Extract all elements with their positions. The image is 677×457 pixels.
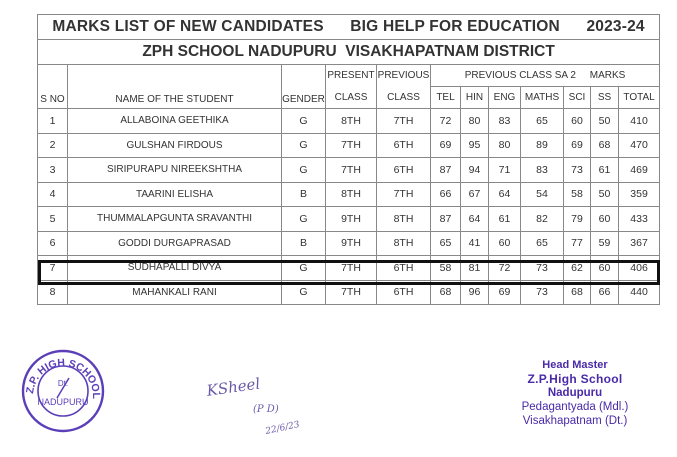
subject-marks-cell: 73 xyxy=(521,256,564,281)
gender-cell: G xyxy=(282,133,326,158)
student-name-cell: GULSHAN FIRDOUS xyxy=(68,133,282,158)
stamp-line: Head Master xyxy=(542,359,608,371)
subject-marks-cell: 69 xyxy=(489,280,521,305)
subject-marks-cell: 67 xyxy=(461,182,489,207)
header-subject: ENG xyxy=(489,87,521,109)
subject-marks-cell: 60 xyxy=(564,109,591,134)
subject-marks-cell: 65 xyxy=(521,109,564,134)
signature-scribble: KSheel xyxy=(205,374,262,400)
header-gender: GENDER xyxy=(282,65,326,109)
header-previous-top: PREVIOUS xyxy=(377,65,431,87)
table-row xyxy=(38,109,660,134)
subject-marks-cell: 59 xyxy=(591,231,619,256)
subject-marks-cell: 79 xyxy=(564,207,591,232)
subject-marks-cell: 64 xyxy=(461,207,489,232)
subject-marks-cell: 73 xyxy=(564,158,591,183)
total-marks-cell: 440 xyxy=(619,280,660,305)
subject-marks-cell: 81 xyxy=(461,256,489,281)
subject-marks-cell: 64 xyxy=(489,182,521,207)
subject-marks-cell: 72 xyxy=(431,109,461,134)
subject-marks-cell: 68 xyxy=(431,280,461,305)
previous-class-cell: 6TH xyxy=(377,133,431,158)
table-row xyxy=(38,256,660,281)
school-name: ZPH SCHOOL NADUPURU VISAKHAPATNAM DISTRICT xyxy=(38,40,660,65)
stamp-line: Nadupuru xyxy=(547,387,603,399)
header-subject: MATHS xyxy=(521,87,564,109)
subject-marks-cell: 58 xyxy=(431,256,461,281)
subject-marks-cell: 54 xyxy=(521,182,564,207)
present-class-cell: 7TH xyxy=(326,256,377,281)
page-title xyxy=(38,15,660,40)
header-subject: TEL xyxy=(431,87,461,109)
student-name-cell: THUMMALAPGUNTA SRAVANTHI xyxy=(68,207,282,232)
title-left: MARKS LIST OF NEW CANDIDATES xyxy=(52,18,324,35)
svg-text:Dt.: Dt. xyxy=(57,379,69,388)
header-sno: S NO xyxy=(38,65,68,109)
subject-marks-cell: 73 xyxy=(521,280,564,305)
subject-marks-cell: 65 xyxy=(521,231,564,256)
stamp-line: Visakhapatnam (Dt.) xyxy=(522,415,628,427)
previous-class-cell: 7TH xyxy=(377,109,431,134)
subject-marks-cell: 72 xyxy=(489,256,521,281)
title-year: 2023-24 xyxy=(586,18,645,35)
header-previous-bottom: CLASS xyxy=(377,87,431,109)
subject-marks-cell: 62 xyxy=(564,256,591,281)
total-marks-cell: 406 xyxy=(619,256,660,281)
subject-marks-cell: 83 xyxy=(521,158,564,183)
previous-class-cell: 8TH xyxy=(377,207,431,232)
present-class-cell: 9TH xyxy=(326,207,377,232)
subject-marks-cell: 58 xyxy=(564,182,591,207)
total-marks-cell: 433 xyxy=(619,207,660,232)
student-name-cell: ALLABOINA GEETHIKA xyxy=(68,109,282,134)
table-row xyxy=(38,207,660,232)
present-class-cell: 8TH xyxy=(326,109,377,134)
marks-table xyxy=(37,14,660,305)
subject-marks-cell: 61 xyxy=(591,158,619,183)
total-marks-cell: 367 xyxy=(619,231,660,256)
gender-cell: B xyxy=(282,231,326,256)
marks-sheet xyxy=(37,14,659,305)
subject-marks-cell: 68 xyxy=(564,280,591,305)
subject-marks-cell: 66 xyxy=(591,280,619,305)
table-row xyxy=(38,231,660,256)
subject-marks-cell: 94 xyxy=(461,158,489,183)
signature-role: (P D) xyxy=(253,404,279,415)
subject-marks-cell: 60 xyxy=(489,231,521,256)
gender-cell: G xyxy=(282,109,326,134)
header-subject: SS xyxy=(591,87,619,109)
header-marks-group: PREVIOUS CLASS SA 2 MARKS xyxy=(431,65,660,87)
title-middle: BIG HELP FOR EDUCATION xyxy=(350,18,560,35)
sno-cell: 4 xyxy=(38,182,68,207)
previous-class-cell: 6TH xyxy=(377,280,431,305)
present-class-cell: 7TH xyxy=(326,158,377,183)
subject-marks-cell: 87 xyxy=(431,158,461,183)
header-row-top xyxy=(38,65,660,87)
subject-marks-cell: 80 xyxy=(489,133,521,158)
header-subject: SCI xyxy=(564,87,591,109)
header-subject: TOTAL xyxy=(619,87,660,109)
sno-cell: 2 xyxy=(38,133,68,158)
subject-marks-cell: 50 xyxy=(591,109,619,134)
subject-marks-cell: 60 xyxy=(591,256,619,281)
header-present-top: PRESENT xyxy=(326,65,377,87)
subject-marks-cell: 50 xyxy=(591,182,619,207)
previous-class-cell: 6TH xyxy=(377,158,431,183)
header-subject: HIN xyxy=(461,87,489,109)
gender-cell: G xyxy=(282,158,326,183)
subject-marks-cell: 95 xyxy=(461,133,489,158)
total-marks-cell: 469 xyxy=(619,158,660,183)
table-row xyxy=(38,133,660,158)
previous-class-cell: 8TH xyxy=(377,231,431,256)
headmaster-stamp xyxy=(500,358,650,428)
sno-cell: 6 xyxy=(38,231,68,256)
title-row xyxy=(38,15,660,40)
present-class-cell: 8TH xyxy=(326,182,377,207)
subject-marks-cell: 68 xyxy=(591,133,619,158)
svg-text:NADUPURU: NADUPURU xyxy=(37,397,89,407)
sno-cell: 1 xyxy=(38,109,68,134)
gender-cell: B xyxy=(282,182,326,207)
subject-marks-cell: 71 xyxy=(489,158,521,183)
sno-cell: 8 xyxy=(38,280,68,305)
student-name-cell: TAARINI ELISHA xyxy=(68,182,282,207)
student-name-cell: MAHANKALI RANI xyxy=(68,280,282,305)
school-seal-stamp xyxy=(20,348,106,434)
total-marks-cell: 410 xyxy=(619,109,660,134)
previous-class-cell: 6TH xyxy=(377,256,431,281)
subject-marks-cell: 96 xyxy=(461,280,489,305)
stamp-line: Pedagantyada (Mdl.) xyxy=(521,401,629,413)
table-row xyxy=(38,280,660,305)
previous-class-cell: 7TH xyxy=(377,182,431,207)
subject-marks-cell: 66 xyxy=(431,182,461,207)
subject-marks-cell: 69 xyxy=(431,133,461,158)
gender-cell: G xyxy=(282,256,326,281)
present-class-cell: 9TH xyxy=(326,231,377,256)
stamp-line: Z.P.High School xyxy=(527,372,623,386)
table-row xyxy=(38,182,660,207)
sno-cell: 7 xyxy=(38,256,68,281)
subject-marks-cell: 65 xyxy=(431,231,461,256)
student-name-cell: SUDHAPALLI DIVYA xyxy=(68,256,282,281)
subject-marks-cell: 61 xyxy=(489,207,521,232)
subject-marks-cell: 60 xyxy=(591,207,619,232)
subject-marks-cell: 83 xyxy=(489,109,521,134)
subject-marks-cell: 82 xyxy=(521,207,564,232)
present-class-cell: 7TH xyxy=(326,133,377,158)
total-marks-cell: 470 xyxy=(619,133,660,158)
subject-marks-cell: 77 xyxy=(564,231,591,256)
table-row xyxy=(38,158,660,183)
school-row xyxy=(38,40,660,65)
subject-marks-cell: 69 xyxy=(564,133,591,158)
total-marks-cell: 359 xyxy=(619,182,660,207)
student-name-cell: GODDI DURGAPRASAD xyxy=(68,231,282,256)
signature xyxy=(205,370,315,440)
gender-cell: G xyxy=(282,207,326,232)
sno-cell: 5 xyxy=(38,207,68,232)
subject-marks-cell: 41 xyxy=(461,231,489,256)
student-name-cell: SIRIPURAPU NIREEKSHTHA xyxy=(68,158,282,183)
header-name: NAME OF THE STUDENT xyxy=(68,65,282,109)
gender-cell: G xyxy=(282,280,326,305)
svg-text:Z.P. HIGH SCHOOL: Z.P. HIGH SCHOOL xyxy=(24,356,103,399)
sno-cell: 3 xyxy=(38,158,68,183)
signature-date: 22/6/23 xyxy=(264,419,301,437)
subject-marks-cell: 87 xyxy=(431,207,461,232)
present-class-cell: 7TH xyxy=(326,280,377,305)
subject-marks-cell: 80 xyxy=(461,109,489,134)
header-present-bottom: CLASS xyxy=(326,87,377,109)
subject-marks-cell: 89 xyxy=(521,133,564,158)
